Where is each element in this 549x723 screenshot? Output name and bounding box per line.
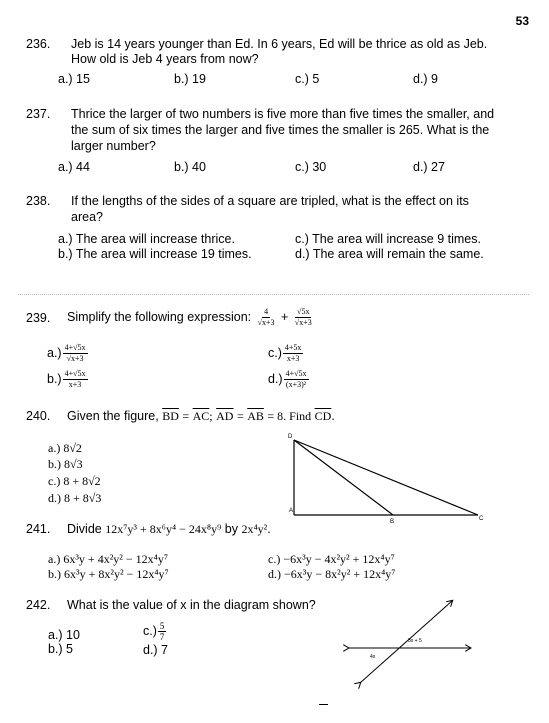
question-number: 239. (26, 311, 51, 325)
question-prompt: Divide 12x⁷y³ + 8x⁶y⁴ − 24x⁸y⁹ by 2x⁴y². (67, 522, 271, 536)
page-mark (319, 704, 328, 705)
expression-fraction-1: $\frac{4}{√x+3}$ (257, 307, 275, 328)
choice-d: d.) The area will remain the same. (295, 247, 484, 261)
choice-d: d.) 7 (143, 643, 169, 657)
question-text-line: If the lengths of the sides of a square are tripled, what is the effect on its (71, 194, 469, 208)
question-number: 241. (26, 522, 51, 536)
question-prompt (67, 302, 315, 332)
question-text-line: larger number? (71, 139, 156, 153)
question-number: 237. (26, 107, 51, 121)
choice-b: b.) 6x³y + 8x²y² − 12x⁴y⁷ (48, 567, 169, 581)
choice-a: a.) 15 (58, 72, 90, 86)
prompt-text: Simplify the following expression: (67, 310, 252, 324)
question-text-line: Jeb is 14 years younger than Ed. In 6 years, Ed will be thrice as old as Jeb. (71, 37, 488, 51)
page-number: 53 (515, 14, 529, 28)
label-c: C (479, 516, 484, 522)
question-number: 236. (26, 37, 51, 51)
section-divider (18, 294, 529, 295)
choice-d: d.) $\frac{4+√5x}{\text{(x+3)²}}$ (268, 369, 307, 390)
angle-label-2: 4x (370, 654, 376, 660)
question-number: 242. (26, 598, 51, 612)
choice-b: b.) 5 (48, 642, 74, 656)
question-number: 240. (26, 409, 51, 423)
choice-d: d.) −6x³y − 8x²y² + 12x⁴y⁷ (268, 567, 396, 581)
question-text-line: area? (71, 210, 103, 224)
choice-a: a.) 8√2 (48, 441, 82, 455)
choice-a: a.) 10 (48, 628, 80, 642)
choice-d: d.) 27 (413, 160, 445, 174)
label-b: B (390, 519, 395, 523)
label-d: D (288, 434, 293, 440)
question-text-line: Thrice the larger of two numbers is five more than five times the smaller, and (71, 107, 495, 121)
choice-b: b.) $\frac{4+√5x}{x+3}$ (47, 369, 86, 390)
choice-b: b.) 8√3 (48, 457, 83, 471)
choice-c: c.) 30 (295, 160, 327, 174)
choice-d: d.) 9 (413, 72, 439, 86)
choice-c: c.) $\frac{4+5x}{x+3}$ (268, 343, 302, 364)
question-number: 238. (26, 194, 51, 208)
choice-a: a.) 44 (58, 160, 90, 174)
label-a: A (289, 508, 294, 514)
choice-c: c.) $\frac{5}{7}$ (143, 621, 165, 643)
choice-a: a.) 6x³y + 4x²y² − 12x⁴y⁷ (48, 552, 169, 566)
parallel-lines-figure (330, 593, 485, 693)
plus-sign: + (281, 310, 289, 324)
question-text-line: the sum of six times the larger and five times the smaller is 265. What is the (71, 123, 490, 137)
angle-label-1: 3x + 5 (408, 638, 422, 644)
triangle-figure (280, 428, 495, 523)
question-prompt: Given the figure, $\overline{BD} = \overline{AC}$; $\overline{AD} = \overline{AB} = 8$. Find $\overline{CD}$. (67, 409, 335, 423)
choice-c: c.) −6x³y − 4x²y² + 12x⁴y⁷ (268, 552, 395, 566)
choice-a: a.) The area will increase thrice. (58, 232, 235, 246)
choice-c: c.) The area will increase 9 times. (295, 232, 481, 246)
question-text-line: How old is Jeb 4 years from now? (71, 52, 259, 66)
choice-c: c.) 5 (295, 72, 320, 86)
expression-fraction-2: $\frac{√5x}{√x+3}$ (294, 307, 312, 328)
choice-a: a.) $\frac{4+√5x}{√x+3}$ (47, 343, 86, 364)
choice-d: d.) 8 + 8√3 (48, 491, 102, 505)
choice-b: b.) 19 (174, 72, 206, 86)
choice-b: b.) 40 (174, 160, 206, 174)
question-prompt: What is the value of x in the diagram shown? (67, 598, 316, 612)
choice-b: b.) The area will increase 19 times. (58, 247, 252, 261)
choice-c: c.) 8 + 8√2 (48, 474, 101, 488)
